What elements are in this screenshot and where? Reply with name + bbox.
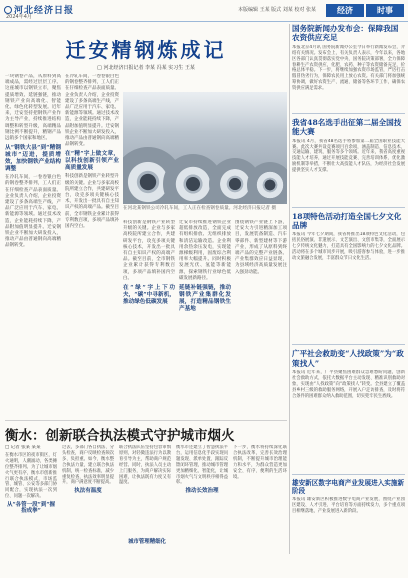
lead-column-2 — [65, 74, 119, 414]
news-body-3: 本报讯 今年七夕期间，我省将推出18项特色文化活动，包括民俗展演、非遗展示、文艺演出、文创市集等，全面展示七夕传统文化魅力，打造具有全国影响力的七夕文化品牌。活动将在多个城市同步开展，吸引游客参与体验，进一步推动文旅融合发展，丰富群众节日文化生活。 — [292, 232, 405, 262]
lead-subhead-1: 从“钢铁大县”到“精钢城市”迈进，提质增效，加快钢铁产业结构调整 — [5, 145, 61, 173]
lead-subhead-3: 在“绿”字上下功夫，“碳”中寻新机，推动绿色低碳发展 — [123, 285, 175, 306]
section-tab-economy: 经济 — [326, 4, 364, 17]
bottom-body-4: 衡水市还建立了智慧执法平台，运用信息化手段实现问题发现、派单处置、跟踪反馈闭环管理，推动城市管理更加精细化、智能化，让城市烟火气与文明秩序相得益彰。 — [176, 445, 228, 486]
photo-caption: 在河北某钢铁公司冷轧车间，工人正在检查钢卷质量。河北经济日报记者 摄 — [123, 206, 277, 211]
news-rule — [292, 344, 405, 345]
right-news-column — [292, 24, 405, 554]
lead-subhead-4: 延链补链强链，推动钢铁产业集群化发展，打造精品钢铁生产基地 — [179, 285, 231, 313]
news-headline-5: 雄安新区数字电商产业发展进入实施新阶段 — [292, 479, 405, 496]
news-headline-3: 18项特色活动打造全国七夕文化品牌 — [292, 211, 402, 231]
lead-byline: □ 河北经济日报记者 李某 冯某 实习生 王某 — [97, 65, 195, 71]
news-body-1: 本报北京4月讯 国务院新闻办公室今日举行新闻发布会，介绍有关情况。发布会上，有关负责人表示，今年以来，各地区各部门认真贯彻落实党中央、国务院决策部署，全力保障春耕生产农资供应，化肥、农药、种子等农资储备充足，价格总体平稳。下一步，将继续加强农资市场监管，严厉打击假冒伪劣行为，保障农民用上放心农资。有关部门将加强统筹协调，做好农资生产、流通、储备等各环节工作，确保农资供应满足需求。 — [292, 44, 405, 92]
section-tab-current-affairs: 时事 — [366, 4, 404, 17]
lead-body-2: 科技创新是钢铁产业转型升级的关键。企业与多家高校院所建立合作，共建研发平台，攻克多项关键核心技术，开发出一批具有自主知识产权的高端产品。截至目前，全市钢铁企业累计获得专利数百项，多项产品填补国内空白。 — [65, 174, 119, 230]
news-body-4: 本报讯 近年来，广平县聚焦困难群众急难愁盼问题，创新社会救助方式，依托大数据平台主动发现、精准识别救助对象，实现由“人找政策”向“政策找人”转变。全县建立了覆盖县乡村三级的救助服务网络，开展入户走访排查，及时将符合条件的困难群众纳入救助范围，切实兜牢民生底线。 — [292, 370, 405, 399]
bottom-column-4 — [176, 445, 228, 575]
bottom-subhead-1: 从“各管一段”到“握指成拳” — [7, 502, 55, 515]
lead-column-1 — [5, 74, 61, 414]
bottom-column-1 — [5, 445, 57, 575]
editor-credits: 本版编辑 王某 版式 刘某 校对 张某 — [238, 7, 316, 13]
column-divider — [289, 24, 290, 554]
bottom-body-3: 联合执法队伍坚持包容审慎原则，对轻微违法行为以教育引导为主，帮助商户规范经营。同时，执法人员主动上门服务，为商户解决实际困难，让执法既有力度又有温度。 — [119, 445, 171, 486]
lead-subhead-2: 在“精”字上做文章，以科技创新引领产业高质量发展 — [65, 151, 119, 172]
news-headline-1: 国务院新闻办发布会：保障我国农资供应充足 — [292, 24, 399, 43]
bottom-story — [5, 420, 287, 575]
bottom-column-5 — [233, 445, 287, 575]
lead-intro: 一块钢卷产品，从原料到高端成品，需经过层层工序。这座城市以钢铁立市，聚焦提质增效、延链强链，推动钢铁产业向高端化、智能化、绿色化转型发展。近年来，迁安坚持把钢铁产业作为主导产业，持续推进结构调整和转型升级，高端精品钢比例不断提升，精钢产品远销多个国家和地区。 — [5, 74, 61, 142]
news-rule — [292, 113, 405, 114]
lead-body-2-cont: 科技创新是钢铁产业转型升级的关键。企业与多家高校院所建立合作，共建研发平台，攻克多项关键核心技术，开发出一批具有自主知识产权的高端产品。截至目前，全市钢铁企业累计获得专利数百项，多项产品填补国内空白。 — [123, 220, 175, 281]
bottom-body-1: 在衡水市区的夜市街区，灯火通明，人潮涌动，各类摊位整齐排列。为了让城市烟火气更有序，衡水市创新推行联合执法模式，市场监管、城管、公安等多部门协同配合，实现执法一次到位、问题一次解决。 — [5, 452, 57, 500]
steel-coil-photo — [123, 92, 287, 204]
bottom-byline: □ 记者 张某 某某 — [5, 445, 41, 450]
lead-column-3 — [123, 220, 175, 414]
lead-body-1-cont: 在冷轧车间，一卷卷银白色的钢卷整齐排列，工人们正在仔细检查产品表面质量。企业负责人介绍，企业投资建设了多条高端生产线，产品广泛应用于汽车、家电、新能源等领域。通过技术改造，企业能耗持续下降，产品附加值明显提升。迁安钢铁企业不断加大研发投入，推动产品由普通钢向高端精品钢转变。 — [65, 74, 119, 148]
news-rule — [292, 474, 405, 475]
bottom-column-3 — [119, 445, 171, 575]
lead-story — [5, 24, 287, 416]
paper-name: 河北经济日报 — [14, 6, 75, 16]
lead-body-3: 迁安市持续推进钢铁企业超低排放改造，全面完成有组织排放、无组织排放和清洁运输改造。企业利用余热余压发电，实现能源梯级利用，固废综合利用率大幅提升。同时积极发展光伏、氢能等新能源，探索钢铁行业绿色低碳发展新路径。 — [179, 220, 231, 281]
news-headline-4: 广平社会救助变“人找政策”为“政策找人” — [292, 349, 404, 368]
bottom-column-2 — [62, 445, 114, 575]
bottom-body-2: 过去，多部门各自执法、分头检查，商户反映检查频次多、负担重。如今，衡水整合执法力量，建立联合执法机制，统一检查标准，减少重复检查，执法效率明显提升，商户满意度不断提高。 — [62, 445, 114, 486]
bottom-subhead-3: 城市管理精细化 — [128, 539, 166, 545]
lead-column-5 — [235, 220, 287, 414]
bottom-headline: 衡水：创新联合执法模式守护城市烟火 — [5, 428, 235, 444]
news-body-5: 本报讯 雄安新区积极推进数字电商产业发展，围绕产业园区建设、人才引进、平台培育等方面持续发力，多个重点项目相继落地，产业发展进入新阶段。 — [292, 497, 405, 515]
lead-column-4 — [179, 220, 231, 414]
news-headline-2: 我省48名选手出征第二届全国技能大赛 — [292, 117, 402, 137]
lead-body-1: 在冷轧车间，一卷卷银白色的钢卷整齐排列，工人们正在仔细检查产品表面质量。企业负责人介绍，企业投资建设了多条高端生产线，产品广泛应用于汽车、家电、新能源等领域。通过技术改造，企业能耗持续下降，产品附加值明显提升。迁安钢铁企业不断加大研发投入，推动产品由普通钢向高端精品钢转变。 — [5, 175, 61, 249]
lead-headline: 迁安精钢炼成记 — [65, 38, 227, 62]
news-body-2: 本报讯 4月，我省48名选手将参加第二届全国职业技能大赛。此次大赛共设竞赛项目百余项，涵盖制造、信息技术、交通运输、建筑、服务等多个领域。近年来，我省高度重视技能人才培养，通过开展技能竞赛、完善培训体系、优化激励机制等举措，不断壮大高技能人才队伍，为经济社会发展提供坚实人才支撑。 — [292, 138, 405, 174]
bottom-subhead-2: 执法有温度 — [74, 488, 102, 495]
masthead — [0, 0, 408, 22]
issue-date: 2024年4月 — [6, 14, 32, 20]
bottom-subhead-4: 推动长效治理 — [185, 488, 219, 495]
lead-body-4: 围绕钢铁产业链上下游，迁安大力引进精深加工项目，发展装备制造、汽车零部件、新型建材等下游产业，形成了从原料到终端产品的完整产业链条。产业集群效应日益显现，为县域经济高质量发展注入强劲动能。 — [235, 220, 287, 275]
news-rule — [292, 207, 405, 208]
bottom-body-5: 下一步，衡水将持续深化联合执法改革，完善长效治理机制，不断提升城市治理能力和水平，为群众营造更加安全、有序、便利的生活环境。 — [233, 445, 287, 480]
